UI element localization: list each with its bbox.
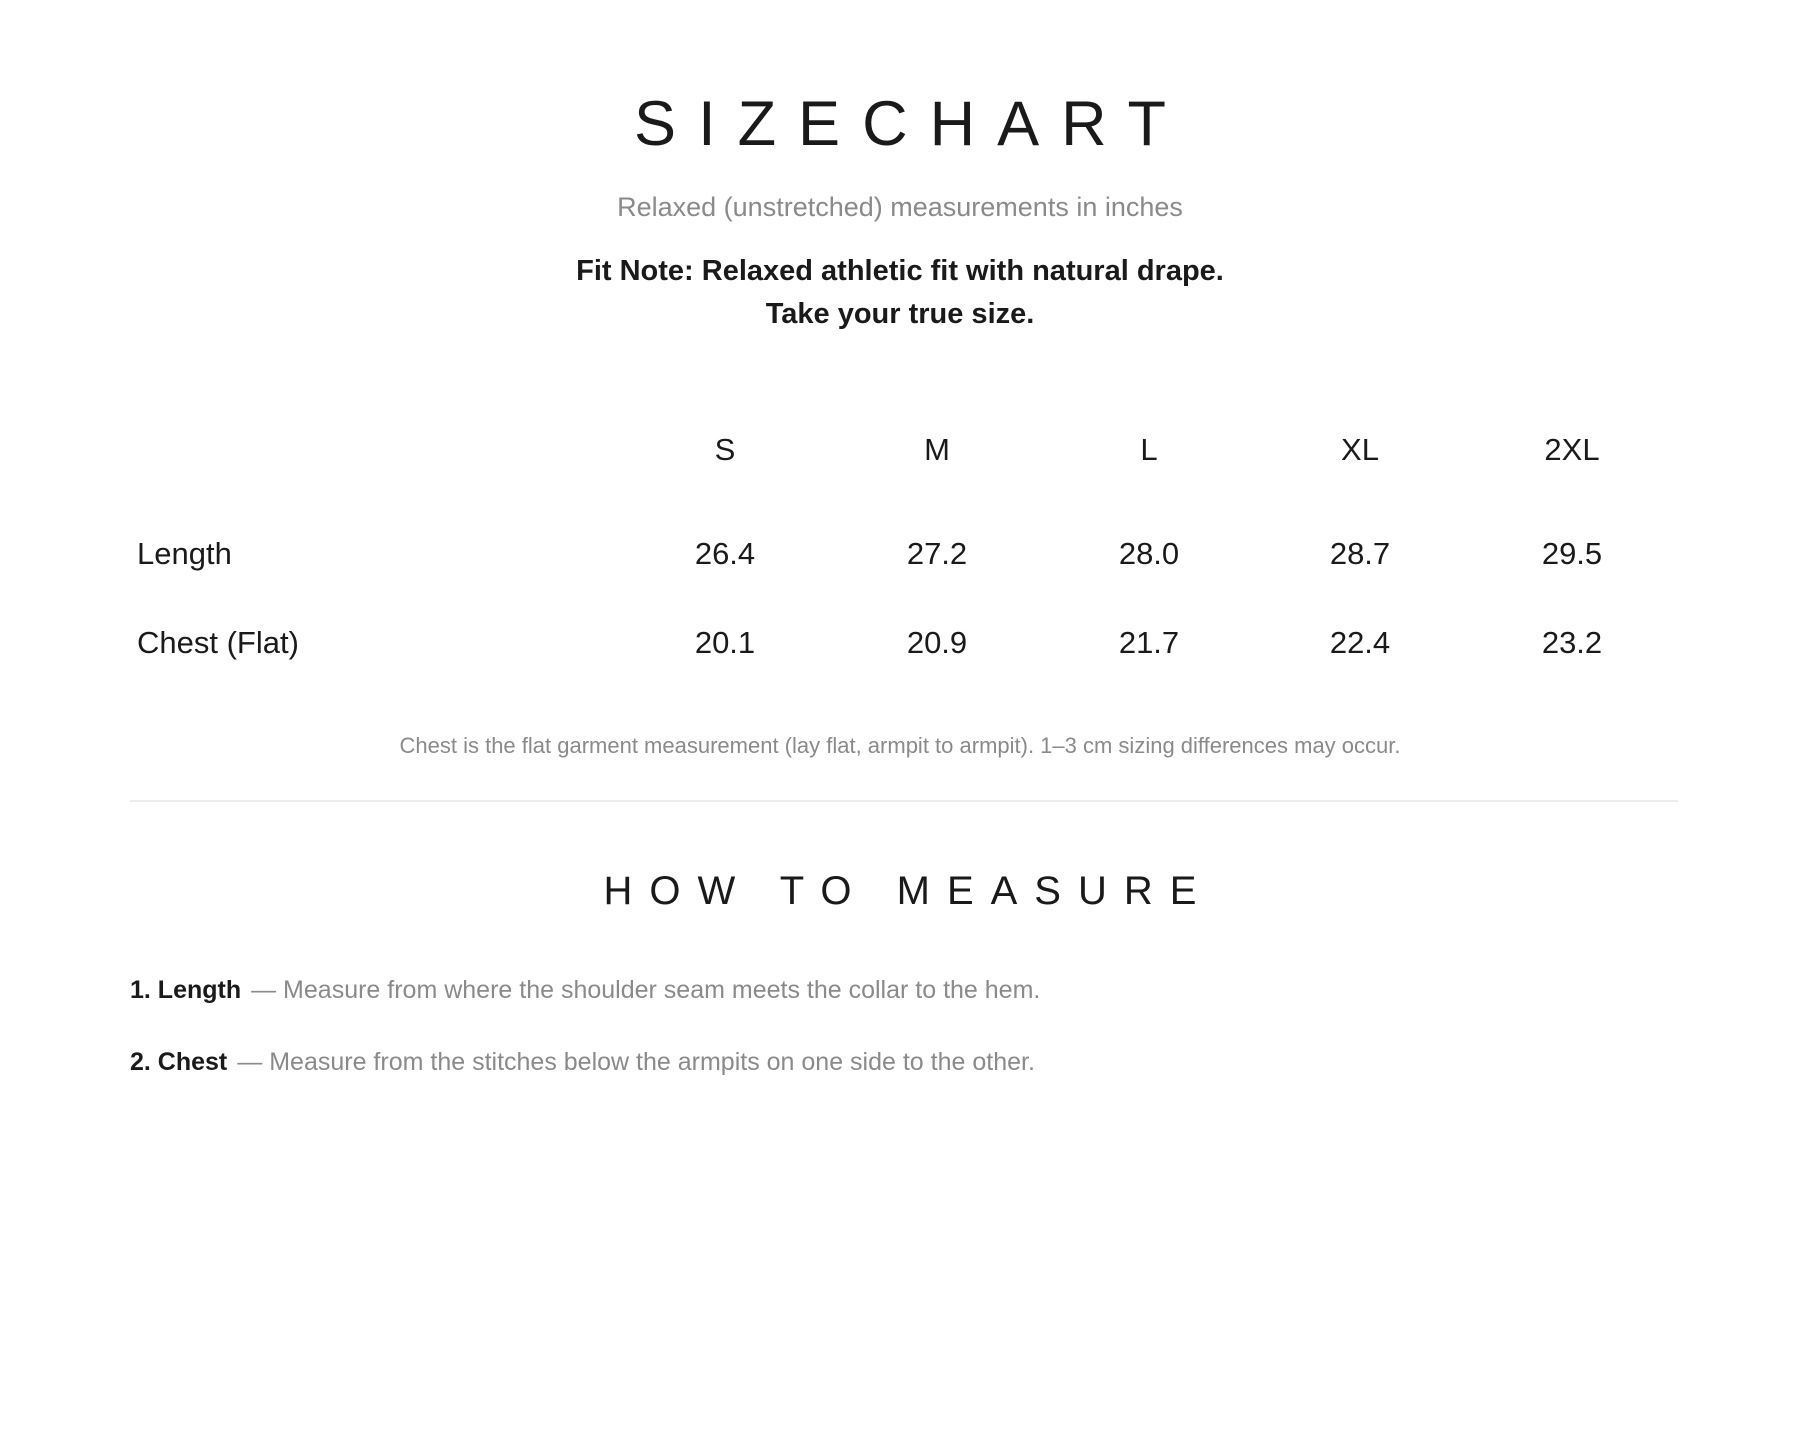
list-item: [130, 970, 1670, 1042]
page-subtitle: Relaxed (unstretched) measurements in inches: [617, 192, 1183, 222]
section-divider: [130, 800, 1678, 802]
length-value-2xl: 29.5: [1541, 536, 1603, 571]
list-item: [130, 1042, 1670, 1114]
size-header-s: S: [714, 432, 736, 467]
length-value-xl: 28.7: [1329, 536, 1391, 571]
size-header-xl: XL: [1341, 432, 1379, 467]
page-title: SIZECHART: [634, 89, 1188, 159]
row-label-length: Length: [137, 536, 232, 571]
length-value-l: 28.0: [1118, 536, 1180, 571]
measurement-footnote: Chest is the flat garment measurement (lay flat, armpit to armpit). 1–3 cm sizing differences may occur.: [399, 733, 1401, 758]
chest-value-s: 20.1: [694, 625, 756, 660]
length-value-m: 27.2: [906, 536, 968, 571]
fit-note: [0, 250, 1800, 336]
step-text-chest: — Measure from the stitches below the armpits on one side to the other.: [237, 1048, 1035, 1076]
fit-note-line-1: Fit Note: Relaxed athletic fit with natural drape.: [576, 255, 1224, 287]
fit-note-line-2: Take your true size.: [765, 298, 1035, 330]
step-label-length: 1. Length: [130, 976, 242, 1004]
row-label-chest: Chest (Flat): [137, 625, 299, 660]
chest-value-xl: 22.4: [1329, 625, 1391, 660]
chest-value-l: 21.7: [1118, 625, 1180, 660]
table-row-length: [130, 529, 1670, 579]
chest-value-m: 20.9: [906, 625, 968, 660]
size-header-m: M: [924, 432, 950, 467]
step-text-length: — Measure from where the shoulder seam meets the collar to the hem.: [251, 976, 1041, 1004]
step-label-chest: 2. Chest: [130, 1048, 228, 1076]
length-value-s: 26.4: [694, 536, 756, 571]
chest-value-2xl: 23.2: [1541, 625, 1603, 660]
how-to-measure-title: HOW TO MEASURE: [603, 869, 1214, 913]
table-row-chest: [130, 618, 1670, 668]
size-header-l: L: [1140, 432, 1158, 467]
size-header-2xl: 2XL: [1544, 432, 1600, 467]
measure-steps-list: [130, 970, 1670, 1114]
size-header-row: [130, 425, 1670, 475]
